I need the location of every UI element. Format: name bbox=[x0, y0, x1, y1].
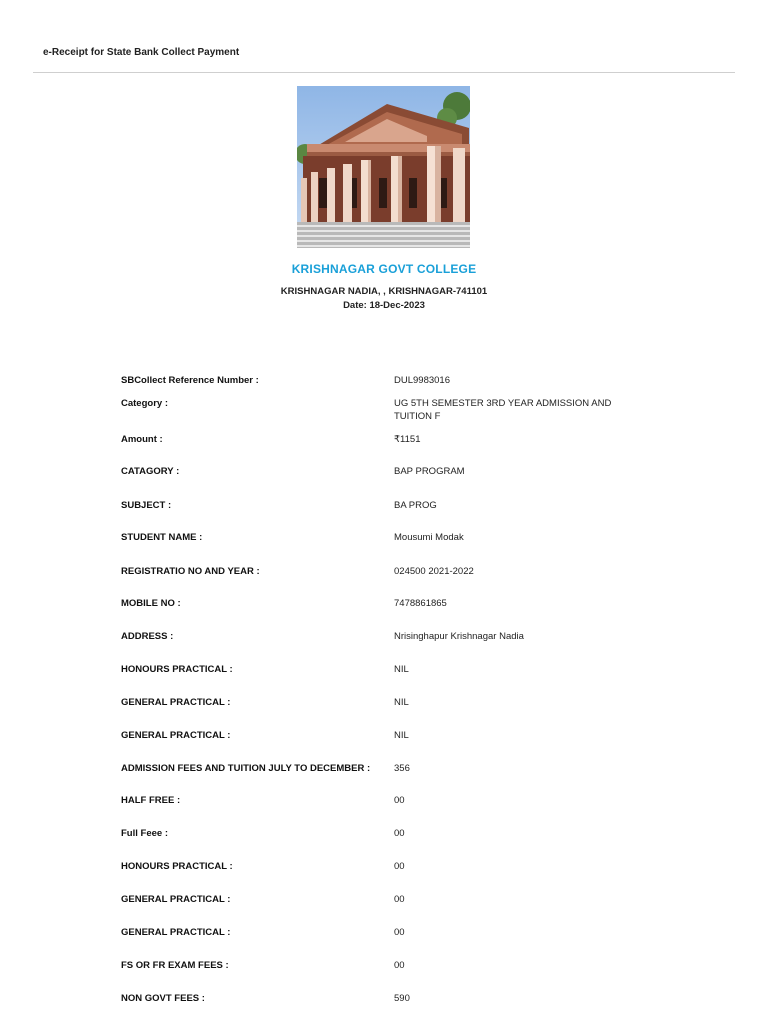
detail-value: 00 bbox=[394, 960, 405, 971]
detail-value: 00 bbox=[394, 894, 405, 905]
detail-label: GENERAL PRACTICAL : bbox=[121, 697, 231, 708]
detail-label: NON GOVT FEES : bbox=[121, 993, 205, 1004]
detail-label: GENERAL PRACTICAL : bbox=[121, 894, 231, 905]
college-name: KRISHNAGAR GOVT COLLEGE bbox=[291, 262, 477, 276]
detail-value: Nrisinghapur Krishnagar Nadia bbox=[394, 631, 524, 642]
detail-label: ADMISSION FEES AND TUITION JULY TO DECEMBER : bbox=[121, 763, 371, 774]
detail-label: HALF FREE : bbox=[121, 795, 181, 806]
detail-value: BAP PROGRAM bbox=[394, 466, 465, 477]
detail-label: ADDRESS : bbox=[121, 631, 174, 642]
detail-value: DUL9983016 bbox=[394, 375, 450, 386]
detail-label: MOBILE NO : bbox=[121, 598, 181, 609]
detail-value: ₹1151 bbox=[394, 434, 421, 445]
receipt-date: Date: 18-Dec-2023 bbox=[343, 300, 425, 311]
page-title: e-Receipt for State Bank Collect Payment bbox=[43, 47, 240, 58]
detail-value: NIL bbox=[394, 697, 409, 708]
header-divider bbox=[33, 72, 735, 73]
detail-value: 00 bbox=[394, 927, 405, 938]
detail-value: 00 bbox=[394, 861, 405, 872]
detail-label: GENERAL PRACTICAL : bbox=[121, 730, 231, 741]
detail-value: NIL bbox=[394, 730, 409, 741]
detail-label: Amount : bbox=[121, 434, 163, 445]
detail-label: HONOURS PRACTICAL : bbox=[121, 861, 233, 872]
college-building-photo bbox=[297, 86, 470, 248]
detail-value: 00 bbox=[394, 828, 405, 839]
detail-value: NIL bbox=[394, 664, 409, 675]
detail-value: 7478861865 bbox=[394, 598, 447, 609]
detail-label: FS OR FR EXAM FEES : bbox=[121, 960, 229, 971]
detail-label: GENERAL PRACTICAL : bbox=[121, 927, 231, 938]
detail-value: 00 bbox=[394, 795, 405, 806]
detail-value: 590 bbox=[394, 993, 410, 1004]
detail-label: SUBJECT : bbox=[121, 500, 172, 511]
detail-label: Category : bbox=[121, 398, 168, 409]
detail-value: 356 bbox=[394, 763, 410, 774]
detail-label: CATAGORY : bbox=[121, 466, 180, 477]
detail-value: BA PROG bbox=[394, 500, 437, 511]
detail-label: Full Feee : bbox=[121, 828, 168, 839]
detail-label: STUDENT NAME : bbox=[121, 532, 203, 543]
detail-value: UG 5TH SEMESTER 3RD YEAR ADMISSION AND TUITION F bbox=[394, 398, 612, 422]
detail-label: REGISTRATIO NO AND YEAR : bbox=[121, 566, 260, 577]
detail-label: SBCollect Reference Number : bbox=[121, 375, 259, 386]
detail-label: HONOURS PRACTICAL : bbox=[121, 664, 233, 675]
detail-value: 024500 2021-2022 bbox=[394, 566, 474, 577]
college-address: KRISHNAGAR NADIA, , KRISHNAGAR-741101 bbox=[280, 286, 488, 297]
detail-value: Mousumi Modak bbox=[394, 532, 464, 543]
